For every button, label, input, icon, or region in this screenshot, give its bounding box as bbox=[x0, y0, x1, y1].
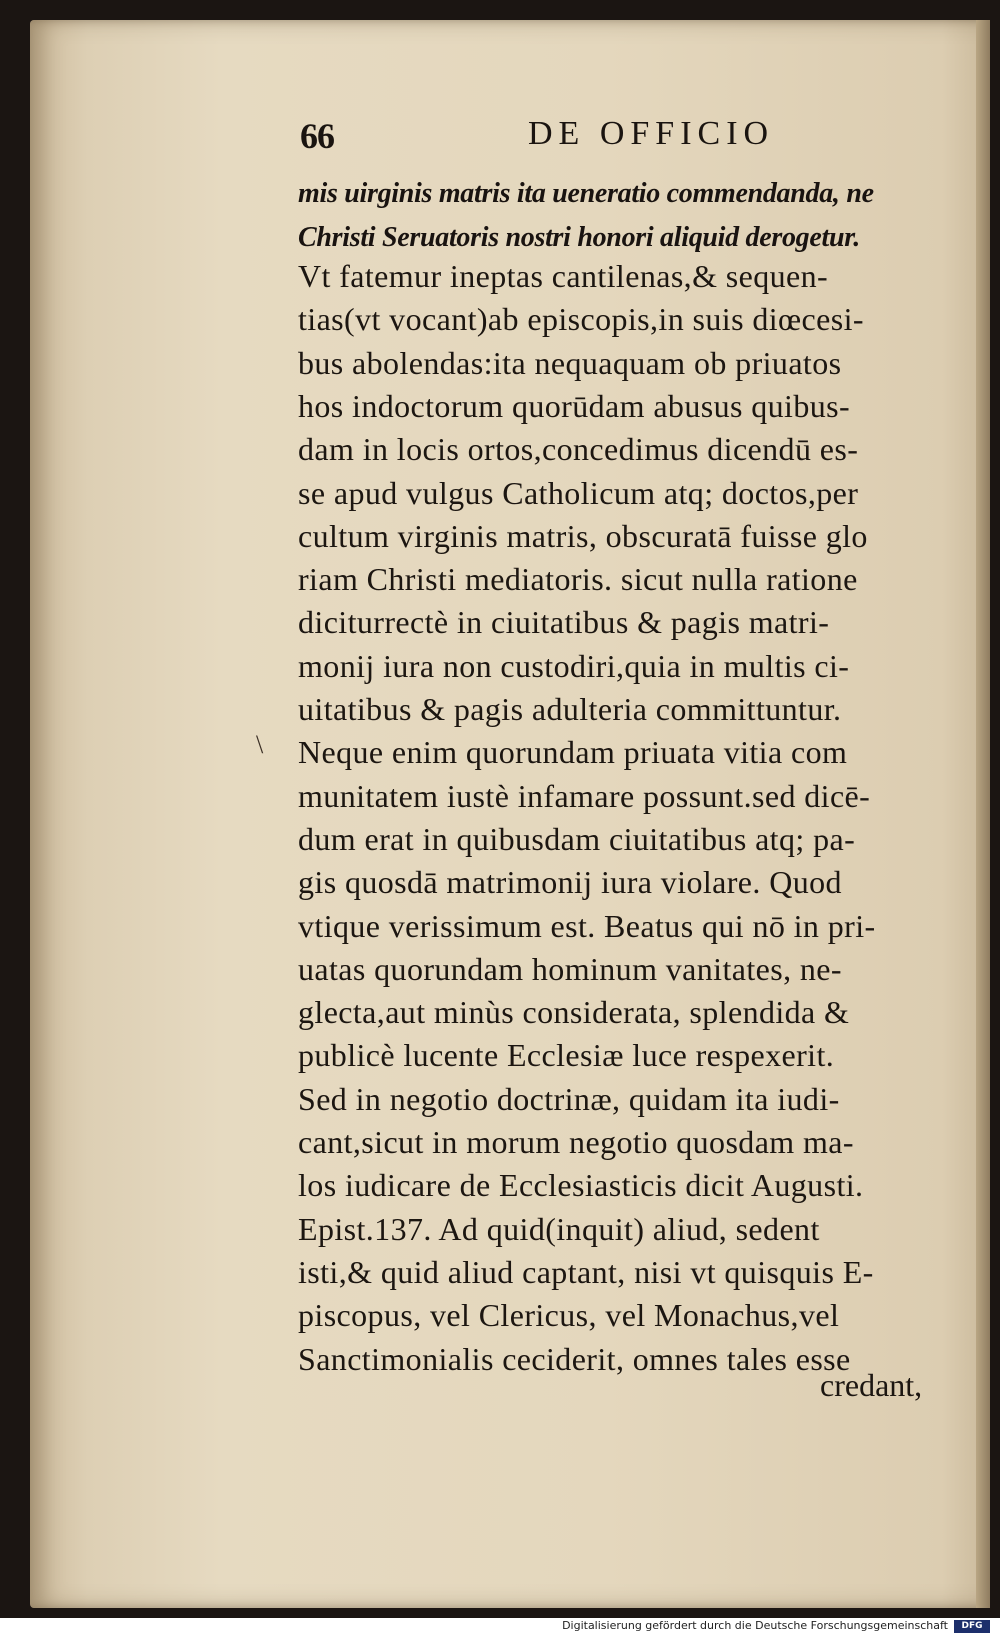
italic-line: Christi Seruatoris nostri honori aliquid derogetur. bbox=[298, 222, 861, 253]
text-line: publicè lucente Ecclesiæ luce respexerit. bbox=[298, 1037, 835, 1073]
text-line: monij iura non custodiri,quia in multis ci- bbox=[298, 648, 850, 684]
text-line: munitatem iustè infamare possunt.sed dicē- bbox=[298, 778, 871, 814]
text-line: tias(vt vocant)ab episcopis,in suis diœcesi- bbox=[298, 301, 864, 337]
text-line: Sed in negotio doctrinæ, quidam ita iudi- bbox=[298, 1081, 840, 1117]
dfg-logo: DFG bbox=[954, 1620, 990, 1633]
margin-mark: \ bbox=[256, 730, 264, 759]
text-line: diciturrectè in ciuitatibus & pagis matri- bbox=[298, 604, 830, 640]
running-head bbox=[300, 115, 780, 159]
text-line: piscopus, vel Clericus, vel Monachus,vel bbox=[298, 1297, 840, 1333]
text-line: uatas quorundam hominum vanitates, ne- bbox=[298, 951, 842, 987]
page-edge bbox=[976, 20, 990, 1608]
running-title: DE OFFICIO bbox=[528, 115, 775, 152]
text-line: cant,sicut in morum negotio quosdam ma- bbox=[298, 1124, 854, 1160]
text-line: los iudicare de Ecclesiasticis dicit Augusti. bbox=[298, 1167, 864, 1203]
catchword: credant, bbox=[820, 1367, 923, 1403]
text-line: cultum virginis matris, obscuratā fuisse glo bbox=[298, 518, 868, 554]
text-line: dum erat in quibusdam ciuitatibus atq; pa- bbox=[298, 821, 856, 857]
italic-line: mis uirginis matris ita ueneratio commendanda, ne bbox=[298, 178, 874, 209]
text-line: gis quosdā matrimonij iura violare. Quod bbox=[298, 864, 842, 900]
text-line: bus abolendas:ita nequaquam ob priuatos bbox=[298, 345, 842, 381]
text-line: Neque enim quorundam priuata vitia com bbox=[298, 734, 848, 770]
text-line: isti,& quid aliud captant, nisi vt quisquis E- bbox=[298, 1254, 874, 1290]
footer-credit: Digitalisierung gefördert durch die Deutsche Forschungsgemeinschaft bbox=[562, 1619, 948, 1632]
page-number: 66 bbox=[300, 116, 334, 156]
text-line: riam Christi mediatoris. sicut nulla ratione bbox=[298, 561, 858, 597]
text-line: Sanctimonialis ceciderit, omnes tales esse bbox=[298, 1341, 851, 1377]
footer bbox=[0, 1618, 1000, 1637]
text-line: hos indoctorum quorūdam abusus quibus- bbox=[298, 388, 851, 424]
text-line: uitatibus & pagis adulteria committuntur. bbox=[298, 691, 842, 727]
text-line: Epist.137. Ad quid(inquit) aliud, sedent bbox=[298, 1211, 820, 1247]
text-line: vtique verissimum est. Beatus qui nō in pri- bbox=[298, 908, 876, 944]
text-line: dam in locis ortos,concedimus dicendū es- bbox=[298, 431, 859, 467]
text-line: Vt fatemur ineptas cantilenas,& sequen- bbox=[298, 258, 829, 294]
text-line: glecta,aut minùs considerata, splendida & bbox=[298, 994, 850, 1030]
text-line: se apud vulgus Catholicum atq; doctos,per bbox=[298, 475, 859, 511]
